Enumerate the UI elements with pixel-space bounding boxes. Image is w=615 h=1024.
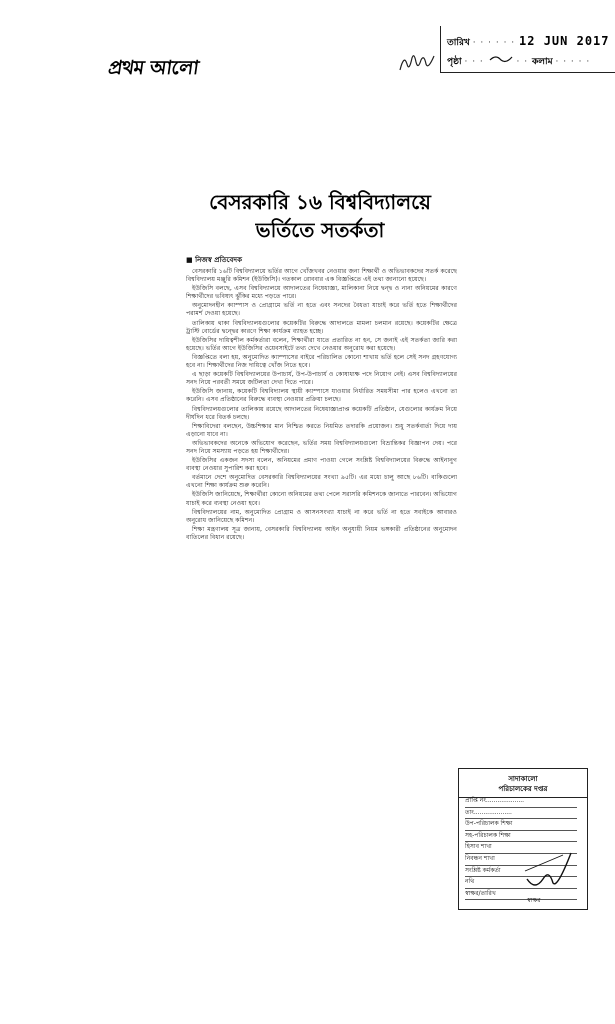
- office-stamp-row: উপ-পরিচালক শিক্ষা: [465, 819, 577, 831]
- article-paragraph: বিশ্ববিদ্যালয়গুলোর তালিকায় রয়েছে আদালতের নিষেধাজ্ঞাপ্রাপ্ত কয়েকটি প্রতিষ্ঠান, যেগুলোর কার্যক্রম নিয়ে দীর্ঘদিন ধরে বিতর্ক চলছে।: [186, 405, 457, 421]
- article-paragraph: ইউজিসি বলছে, এসব বিশ্ববিদ্যালয়ে আদালতের নিষেধাজ্ঞা, মালিকানা নিয়ে দ্বন্দ্ব ও নানা অনিয়মের কারণে শিক্ষার্থীদের ভবিষ্যৎ ঝুঁকির মধ্যে পড়তে পারে।: [186, 285, 457, 301]
- article-paragraph: বেসরকারি ১৬টি বিশ্ববিদ্যালয়ে ভর্তির আগে খোঁজখবর নেওয়ার জন্য শিক্ষার্থী ও অভিভাবকদের সতর্ক করেছে বিশ্ববিদ্যালয় মঞ্জুরি কমিশন (ইউজিসি)। গতকাল রোববার এক বিজ্ঞপ্তিতে এই তথ্য জানানো হয়েছে।: [186, 268, 457, 284]
- office-stamp-row: নিবন্ধন শাখা: [465, 854, 577, 866]
- article-body: [186, 254, 457, 582]
- office-stamp-row: নথি: [465, 877, 577, 889]
- date-stamp: [440, 26, 615, 73]
- date-label: তারিখ: [447, 38, 470, 48]
- article-paragraph: শিক্ষাবিদেরা বলছেন, উচ্চশিক্ষার মান নিশ্চিত করতে নিয়মিত তদারকি প্রয়োজন। শুধু সতর্কবার্তা দিয়ে দায় এড়ানো যাবে না।: [186, 422, 457, 438]
- page-label: পৃষ্ঠা: [447, 57, 462, 67]
- article-paragraph: বিশ্ববিদ্যালয়ের নাম, অনুমোদিত প্রোগ্রাম ও আসনসংখ্যা যাচাই না করে ভর্তি না হতে সবাইকে আবারও অনুরোধ জানিয়েছে কমিশন।: [186, 508, 457, 524]
- article-headline: [170, 188, 470, 244]
- office-stamp-row: সংশ্লিষ্ট কর্মকর্তা: [465, 866, 577, 878]
- article-paragraph: ইউজিসি জানায়, কয়েকটি বিশ্ববিদ্যালয় স্থায়ী ক্যাম্পাসে যাওয়ার নির্ধারিত সময়সীমা পার হলেও এখনো তা করেনি। এসব প্রতিষ্ঠানের বিরুদ্ধে ব্যবস্থা নেওয়ার প্রক্রিয়া চলছে।: [186, 388, 457, 404]
- newspaper-masthead: প্রথম আলো: [106, 57, 200, 79]
- handwritten-page-number-icon: [488, 54, 514, 64]
- page-column-row: পৃষ্ঠা · · · · · কলাম · · · · ·: [447, 54, 615, 69]
- office-stamp-row: প্রাপ্তি নং....................: [465, 796, 577, 808]
- article-byline: ■ নিজস্ব প্রতিবেদক: [186, 254, 457, 266]
- office-stamp-bottom-label: স্বাক্ষর: [527, 897, 541, 904]
- date-row: তারিখ · · · · · · 12 JUN 2017: [447, 34, 610, 48]
- column-label: কলাম: [531, 57, 553, 67]
- office-stamp-title: সাদাকালো: [508, 775, 538, 783]
- article-paragraph: ইউজিসির একজন সদস্য বলেন, অনিয়মের প্রমাণ পাওয়া গেলে সংশ্লিষ্ট বিশ্ববিদ্যালয়ের বিরুদ্ধে আইনানুগ ব্যবস্থা নেওয়ার সুপারিশ করা হবে।: [186, 457, 457, 473]
- office-stamp-row: স্বাক্ষর/তারিখ: [465, 889, 577, 901]
- article-paragraph: অভিভাবকদের অনেকে অভিযোগ করেছেন, ভর্তির সময় বিশ্ববিদ্যালয়গুলো বিভ্রান্তিকর বিজ্ঞাপন দেয়। পরে সনদ নিয়ে সমস্যায় পড়তে হয় শিক্ষার্থীদের।: [186, 439, 457, 455]
- office-stamp-row: সহ-পরিচালক শিক্ষা: [465, 831, 577, 843]
- headline-line-2: ভর্তিতে সতর্কতা: [255, 218, 385, 242]
- article-paragraph: বর্তমানে দেশে অনুমোদিত বেসরকারি বিশ্ববিদ্যালয়ের সংখ্যা ৯৫টি। এর মধ্যে চালু আছে ৮৬টি। বাকিগুলো এখনো শিক্ষা কার্যক্রম শুরু করেনি।: [186, 474, 457, 490]
- handwritten-signature-icon: [523, 849, 575, 893]
- article-paragraph: বিজ্ঞপ্তিতে বলা হয়, অনুমোদিত ক্যাম্পাসের বাইরে পরিচালিত কোনো শাখায় ভর্তি হলে সেই সনদ গ্রহণযোগ্য হবে না। শিক্ষার্থীদের নিজ দায়িত্বে খোঁজ নিতে হবে।: [186, 353, 457, 370]
- article-paragraph: তালিকায় থাকা বিশ্ববিদ্যালয়গুলোর কয়েকটির বিরুদ্ধে আদালতে মামলা চলমান রয়েছে। কয়েকটির ক্ষেত্রে ট্রাস্টি বোর্ডের দ্বন্দ্বের কারণে শিক্ষা কার্যক্রম ব্যাহত হচ্ছে।: [186, 319, 457, 335]
- office-stamp-row: হিসাব শাখা: [465, 842, 577, 854]
- article-paragraph: শিক্ষা মন্ত্রণালয় সূত্র জানায়, বেসরকারি বিশ্ববিদ্যালয় আইন অনুযায়ী নিয়ম ভঙ্গকারী প্রতিষ্ঠানের অনুমোদন বাতিলের বিধান রয়েছে।: [186, 525, 457, 541]
- headline-line-1: বেসরকারি ১৬ বিশ্ববিদ্যালয়ে: [209, 190, 431, 214]
- article-paragraph: ইউজিসির দায়িত্বশীল কর্মকর্তারা বলেন, শিক্ষার্থীরা যাতে প্রতারিত না হন, সে জন্যই এই সতর্কতা জারি করা হয়েছে। ভর্তির আগে ইউজিসির ওয়েবসাইটে তথ্য দেখে নেওয়ার অনুরোধ করা হয়েছে।: [186, 336, 457, 352]
- article-paragraph: ইউজিসি জানিয়েছে, শিক্ষার্থীরা কোনো অনিয়মের তথ্য পেলে সরাসরি কমিশনকে জানাতে পারবেন। অভিযোগ যাচাই করে ব্যবস্থা নেওয়া হবে।: [186, 491, 457, 507]
- office-routing-stamp: [458, 768, 588, 910]
- handwritten-mark-icon: [398, 50, 438, 76]
- office-stamp-row: তাং....................: [465, 808, 577, 820]
- article-paragraph: অনুমোদনহীন ক্যাম্পাস ও প্রোগ্রামে ভর্তি না হতে এবং সনদের বৈধতা যাচাই করে ভর্তি হতে শিক্ষার্থীদের পরামর্শ দেওয়া হয়েছে।: [186, 302, 457, 318]
- article-paragraph: এ ছাড়া কয়েকটি বিশ্ববিদ্যালয়ের উপাচার্য, উপ-উপাচার্য ও কোষাধ্যক্ষ পদে নিয়োগ নেই। এসব বিশ্ববিদ্যালয়ের সনদ নিয়ে পরবর্তী সময়ে জটিলতা দেখা দিতে পারে।: [186, 371, 457, 387]
- office-stamp-subtitle: পরিচালকের দপ্তর: [459, 783, 587, 798]
- stamp-date-value: 12 JUN 2017: [519, 34, 610, 48]
